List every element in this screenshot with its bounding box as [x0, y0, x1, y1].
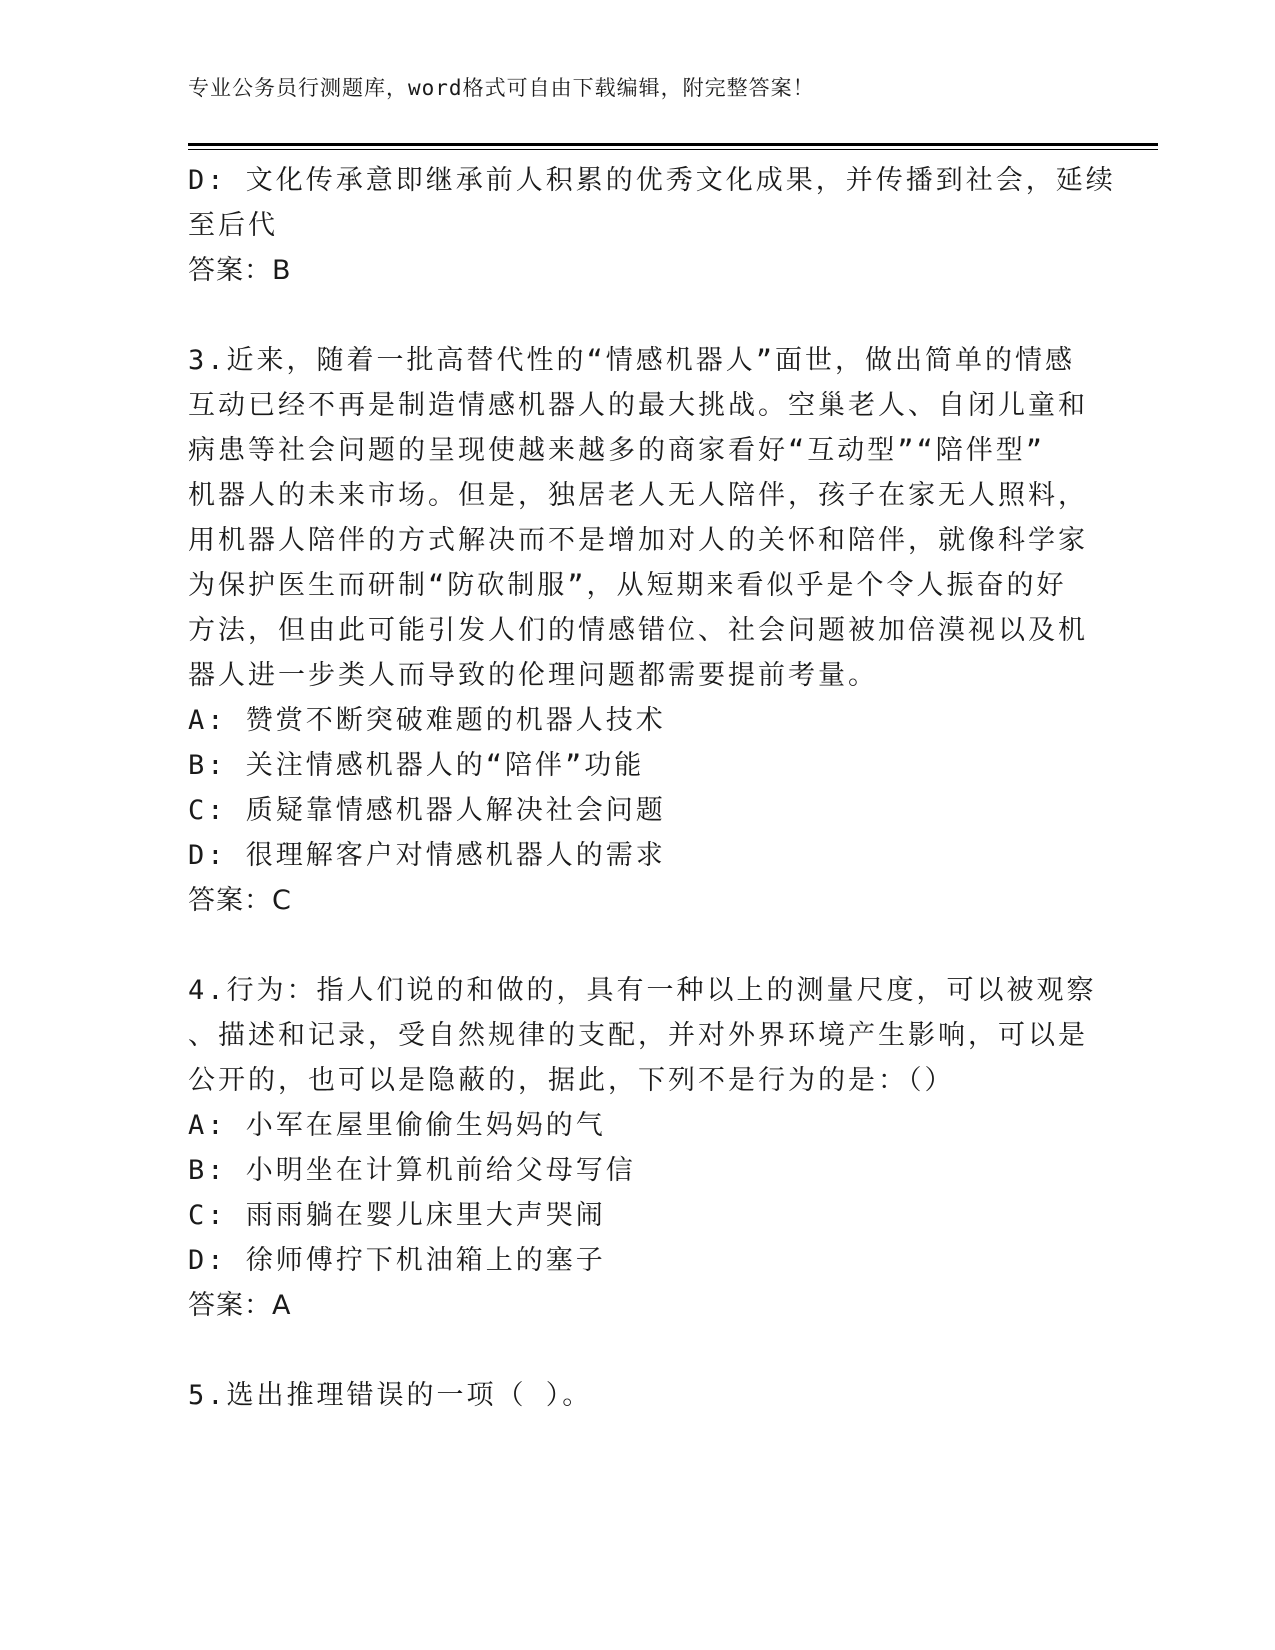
prev-question	[188, 158, 1116, 293]
option-b: B: 小明坐在计算机前给父母写信	[188, 1155, 636, 1186]
option-d-line-2: 至后代	[188, 210, 278, 241]
stem-line: 互动已经不再是制造情感机器人的最大挑战。空巢老人、自闭儿童和	[188, 390, 1088, 421]
option-a: A: 小军在屋里偷偷生妈妈的气	[188, 1110, 606, 1141]
stem-line: 病患等社会问题的呈现使越来越多的商家看好“互动型”“陪伴型”	[188, 435, 1046, 466]
answer: 答案：B	[188, 255, 292, 286]
stem-line: 器人进一步类人而导致的伦理问题都需要提前考量。	[188, 660, 878, 691]
option-d: D: 很理解客户对情感机器人的需求	[188, 840, 666, 871]
stem-line: 公开的，也可以是隐蔽的，据此，下列不是行为的是：（）	[188, 1065, 955, 1096]
answer: 答案：A	[188, 1290, 292, 1321]
question-3	[188, 338, 1088, 923]
stem-line: 为保护医生而研制“防砍制服”，从短期来看似乎是个令人振奋的好	[188, 570, 1067, 601]
option-d-line-1: D: 文化传承意即继承前人积累的优秀文化成果，并传播到社会，延续	[188, 165, 1116, 196]
stem-line: 4.行为：指人们说的和做的，具有一种以上的测量尺度，可以被观察	[188, 975, 1097, 1006]
question-5	[188, 1373, 1068, 1418]
stem-line: 、描述和记录，受自然规律的支配，并对外界环境产生影响，可以是	[188, 1020, 1088, 1051]
stem-line: 方法，但由此可能引发人们的情感错位、社会问题被加倍漠视以及机	[188, 615, 1088, 646]
option-d: D: 徐师傅拧下机油箱上的塞子	[188, 1245, 606, 1276]
header-rule-thin	[188, 149, 1158, 150]
stem-line: 机器人的未来市场。但是，独居老人无人陪伴，孩子在家无人照料，	[188, 480, 1088, 511]
stem-line: 用机器人陪伴的方式解决而不是增加对人的关怀和陪伴，就像科学家	[188, 525, 1088, 556]
option-a: A: 赞赏不断突破难题的机器人技术	[188, 705, 666, 736]
option-c: C: 质疑靠情感机器人解决社会问题	[188, 795, 666, 826]
answer: 答案：C	[188, 885, 292, 916]
page-header: 专业公务员行测题库，word格式可自由下载编辑，附完整答案！	[188, 76, 815, 100]
document-body	[188, 158, 1116, 1418]
header-rule-thick	[188, 143, 1158, 146]
question-4	[188, 968, 1097, 1328]
stem-line: 5.选出推理错误的一项（ ）。	[188, 1380, 593, 1411]
stem-line: 3.近来，随着一批高替代性的“情感机器人”面世，做出简单的情感	[188, 345, 1076, 376]
option-b: B: 关注情感机器人的“陪伴”功能	[188, 750, 645, 781]
option-c: C: 雨雨躺在婴儿床里大声哭闹	[188, 1200, 606, 1231]
